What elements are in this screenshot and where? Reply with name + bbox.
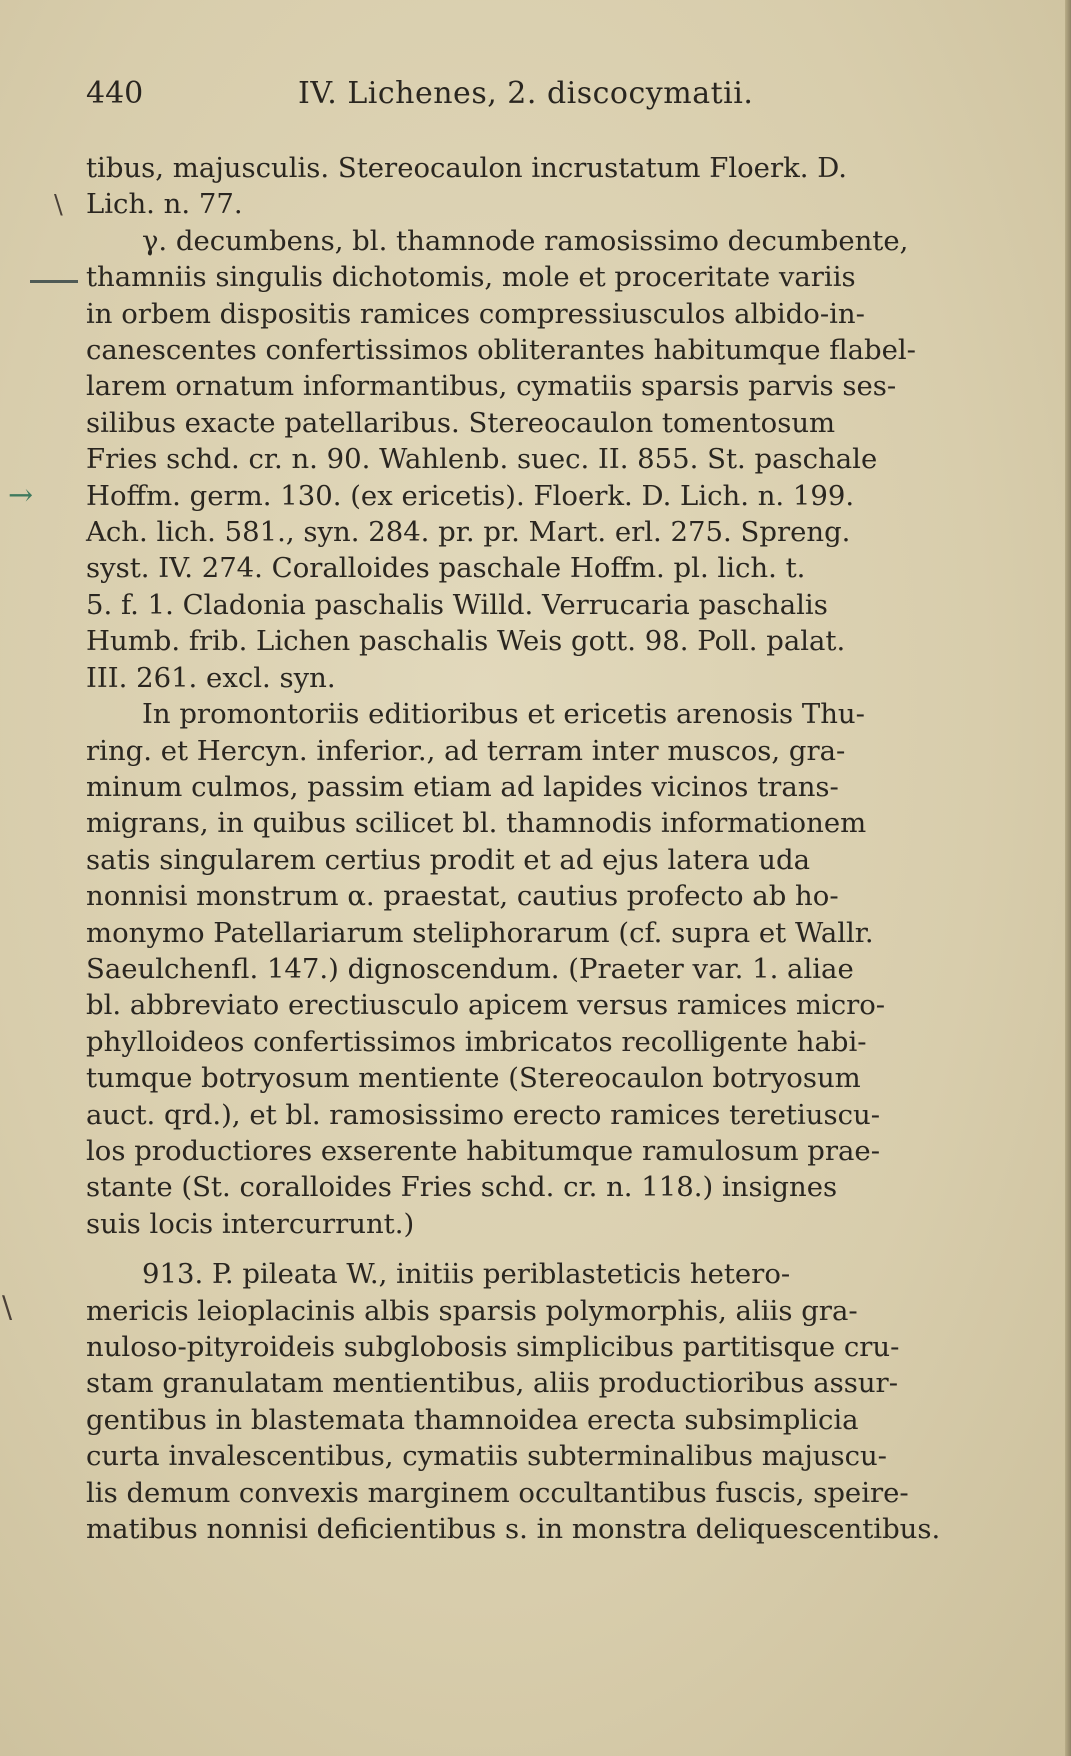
running-title: IV. Lichenes, 2. discocymatii. — [298, 76, 754, 111]
text-line: Lich. n. 77. — [86, 188, 243, 221]
margin-mark: \ — [2, 1290, 13, 1325]
text-line: matibus nonnisi deficientibus s. in monstra deliquescentibus. — [86, 1513, 941, 1546]
text-line: Saeulchenfl. 147.) dignoscendum. (Praeter var. 1. aliae — [86, 952, 854, 985]
paragraph — [86, 1256, 1000, 1547]
text-line: satis singularem certius prodit et ad ejus latera uda — [86, 843, 810, 876]
text-line: stante (St. coralloides Fries schd. cr. n. 118.) insignes — [86, 1171, 838, 1204]
text-line: bl. abbreviato erectiusculo apicem versus ramices micro- — [86, 989, 886, 1022]
text-line: suis locis intercurrunt.) — [86, 1207, 415, 1240]
page-number: 440 — [86, 76, 144, 111]
text-line: phylloideos confertissimos imbricatos recolligente habi- — [86, 1025, 867, 1058]
text-line: stam granulatam mentientibus, aliis productioribus assur- — [86, 1367, 898, 1400]
paragraph-gap — [86, 1242, 1000, 1256]
text-line: ring. et Hercyn. inferior., ad terram inter muscos, gra- — [86, 734, 846, 767]
text-line: Humb. frib. Lichen paschalis Weis gott. 98. Poll. palat. — [86, 625, 846, 658]
text-line: lis demum convexis marginem occultantibus fuscis, speire- — [86, 1476, 909, 1509]
text-line: silibus exacte patellaribus. Stereocaulon tomentosum — [86, 406, 836, 439]
text-line: Ach. lich. 581., syn. 284. pr. pr. Mart. erl. 275. Spreng. — [86, 516, 851, 549]
text-line: los productiores exserente habitumque ramulosum prae- — [86, 1134, 880, 1167]
body-text — [86, 150, 1000, 1547]
text-line: curta invalescentibus, cymatiis subterminalibus majuscu- — [86, 1440, 887, 1473]
text-line: Hoffm. germ. 130. (ex ericetis). Floerk. D. Lich. n. 199. — [86, 479, 855, 512]
text-line: migrans, in quibus scilicet bl. thamnodis informationem — [86, 807, 867, 840]
text-line: monymo Patellariarum steliphorarum (cf. supra et Wallr. — [86, 916, 874, 949]
text-line: tibus, majusculis. Stereocaulon incrustatum Floerk. D. — [86, 152, 848, 184]
paragraph — [86, 696, 1000, 1242]
text-line: 5. f. 1. Cladonia paschalis Willd. Verrucaria paschalis — [86, 588, 828, 621]
page-edge — [1065, 0, 1071, 1756]
text-line: 913. P. pileata W., initiis periblasteticis hetero- — [142, 1258, 791, 1291]
margin-mark: \ — [54, 190, 63, 220]
margin-pencil-dash — [30, 280, 78, 283]
running-header — [86, 74, 1006, 114]
text-line: minum culmos, passim etiam ad lapides vicinos trans- — [86, 770, 839, 803]
text-line: nuloso-pityroideis subglobosis simplicibus partitisque cru- — [86, 1331, 900, 1363]
text-line: in orbem dispositis ramices compressiusculos albido-in- — [86, 297, 865, 330]
text-line: thamniis singulis dichotomis, mole et proceritate variis — [86, 261, 856, 294]
text-line: gentibus in blastemata thamnoidea erecta subsimplicia — [86, 1403, 859, 1436]
text-line: Fries schd. cr. n. 90. Wahlenb. suec. II. 855. St. paschale — [86, 443, 878, 476]
text-line: γ. decumbens, bl. thamnode ramosissimo decumbente, — [142, 224, 909, 257]
text-line: larem ornatum informantibus, cymatiis sparsis parvis ses- — [86, 370, 897, 403]
text-line: nonnisi monstrum α. praestat, cautius profecto ab ho- — [86, 880, 839, 913]
text-line: syst. IV. 274. Coralloides paschale Hoffm. pl. lich. t. — [86, 552, 806, 585]
text-line: In promontoriis editioribus et ericetis arenosis Thu- — [142, 698, 865, 731]
text-line: III. 261. excl. syn. — [86, 661, 336, 694]
margin-mark: → — [8, 478, 34, 513]
text-line: canescentes confertissimos obliterantes habitumque flabel- — [86, 334, 916, 367]
text-line: mericis leioplacinis albis sparsis polymorphis, aliis gra- — [86, 1294, 858, 1327]
paragraph — [86, 150, 1000, 223]
text-line: tumque botryosum mentiente (Stereocaulon botryosum — [86, 1062, 861, 1095]
text-line: auct. qrd.), et bl. ramosissimo erecto ramices teretiuscu- — [86, 1098, 880, 1131]
paragraph — [86, 223, 1000, 696]
